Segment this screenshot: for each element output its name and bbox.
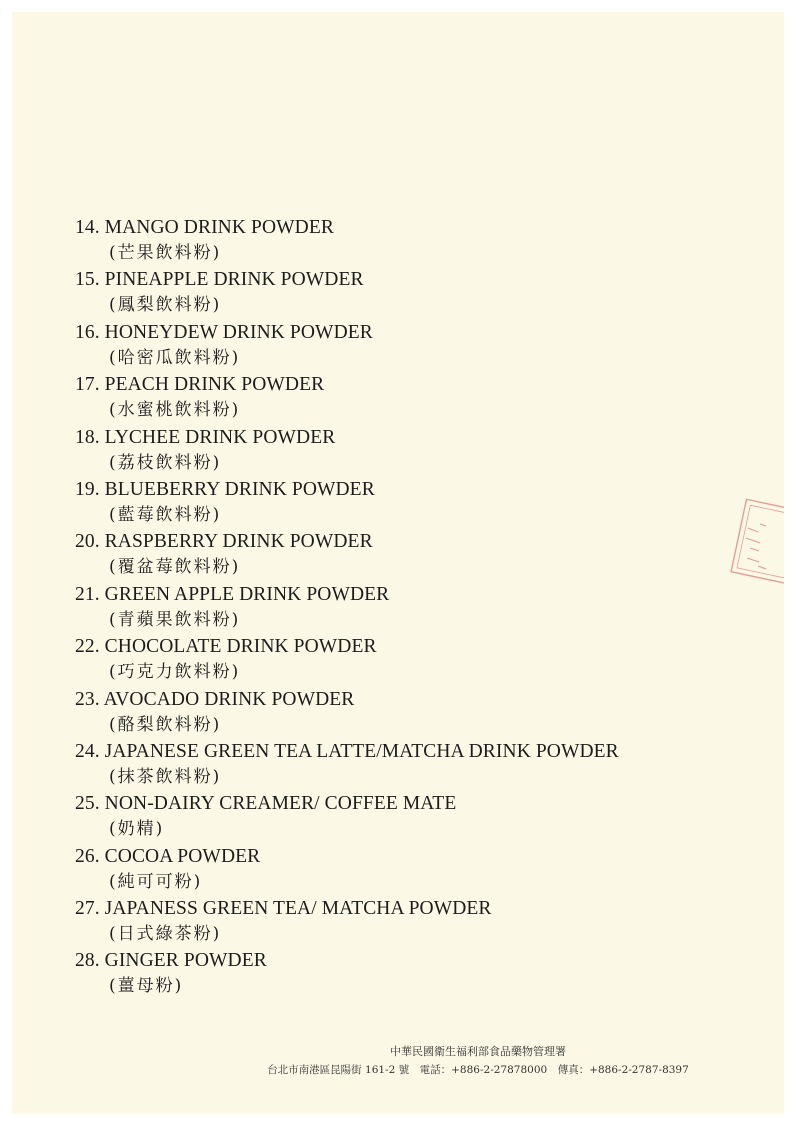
item-chinese-name: (哈密瓜飲料粉) <box>109 347 241 368</box>
list-item <box>75 478 755 530</box>
item-english-name: 20. RASPBERRY DRINK POWDER <box>75 531 373 553</box>
list-item <box>75 740 755 792</box>
item-english-name: 27. JAPANESS GREEN TEA/ MATCHA POWDER <box>75 898 492 920</box>
footer-organization: 中華民國衛生福利部食品藥物管理署 <box>390 1045 566 1058</box>
list-item <box>75 530 755 582</box>
list-item <box>75 635 755 687</box>
footer-address: 台北市南港區昆陽街 161-2 號 電話：+886-2-27878000 傳真：+886-2-2787-8397 <box>267 1064 689 1076</box>
list-item <box>75 268 755 320</box>
item-chinese-name: (青蘋果飲料粉) <box>109 609 241 630</box>
list-item <box>75 897 755 949</box>
item-english-name: 28. GINGER POWDER <box>75 950 267 972</box>
item-chinese-name: (巧克力飲料粉) <box>109 662 241 683</box>
list-item <box>75 583 755 635</box>
item-chinese-name: (荔枝飲料粉) <box>109 452 222 473</box>
item-chinese-name: (薑母粉) <box>109 976 184 997</box>
item-english-name: 24. JAPANESE GREEN TEA LATTE/MATCHA DRINK POWDER <box>75 740 619 762</box>
list-item <box>75 949 755 1001</box>
product-list <box>75 216 755 1002</box>
item-english-name: 19. BLUEBERRY DRINK POWDER <box>75 478 375 500</box>
item-english-name: 14. MANGO DRINK POWDER <box>75 217 334 238</box>
item-english-name: 17. PEACH DRINK POWDER <box>75 374 325 396</box>
item-chinese-name: (抹茶飲料粉) <box>109 766 222 787</box>
list-item <box>75 216 755 268</box>
item-chinese-name: (藍莓飲料粉) <box>109 504 222 525</box>
list-item <box>75 792 755 844</box>
item-chinese-name: (水蜜桃飲料粉) <box>109 400 241 421</box>
list-item <box>75 373 755 425</box>
item-english-name: 25. NON-DAIRY CREAMER/ COFFEE MATE <box>75 793 457 815</box>
list-item <box>75 688 755 740</box>
seal-stamp <box>724 498 784 588</box>
list-item <box>75 426 755 478</box>
item-english-name: 18. LYCHEE DRINK POWDER <box>75 426 336 448</box>
item-english-name: 26. COCOA POWDER <box>75 845 261 867</box>
item-english-name: 16. HONEYDEW DRINK POWDER <box>75 321 373 343</box>
item-chinese-name: (芒果飲料粉) <box>109 243 222 263</box>
item-chinese-name: (覆盆莓飲料粉) <box>109 557 241 578</box>
item-english-name: 21. GREEN APPLE DRINK POWDER <box>75 583 390 605</box>
item-chinese-name: (酪梨飲料粉) <box>109 714 222 735</box>
item-chinese-name: (純可可粉) <box>109 871 203 892</box>
document-page <box>12 12 784 1114</box>
item-english-name: 22. CHOCOLATE DRINK POWDER <box>75 636 377 658</box>
list-item <box>75 321 755 373</box>
item-english-name: 23. AVOCADO DRINK POWDER <box>75 688 355 710</box>
item-chinese-name: (鳳梨飲料粉) <box>109 295 222 316</box>
item-english-name: 15. PINEAPPLE DRINK POWDER <box>75 269 364 291</box>
item-chinese-name: (日式綠茶粉) <box>109 924 222 945</box>
list-item <box>75 845 755 897</box>
item-chinese-name: (奶精) <box>109 819 165 840</box>
